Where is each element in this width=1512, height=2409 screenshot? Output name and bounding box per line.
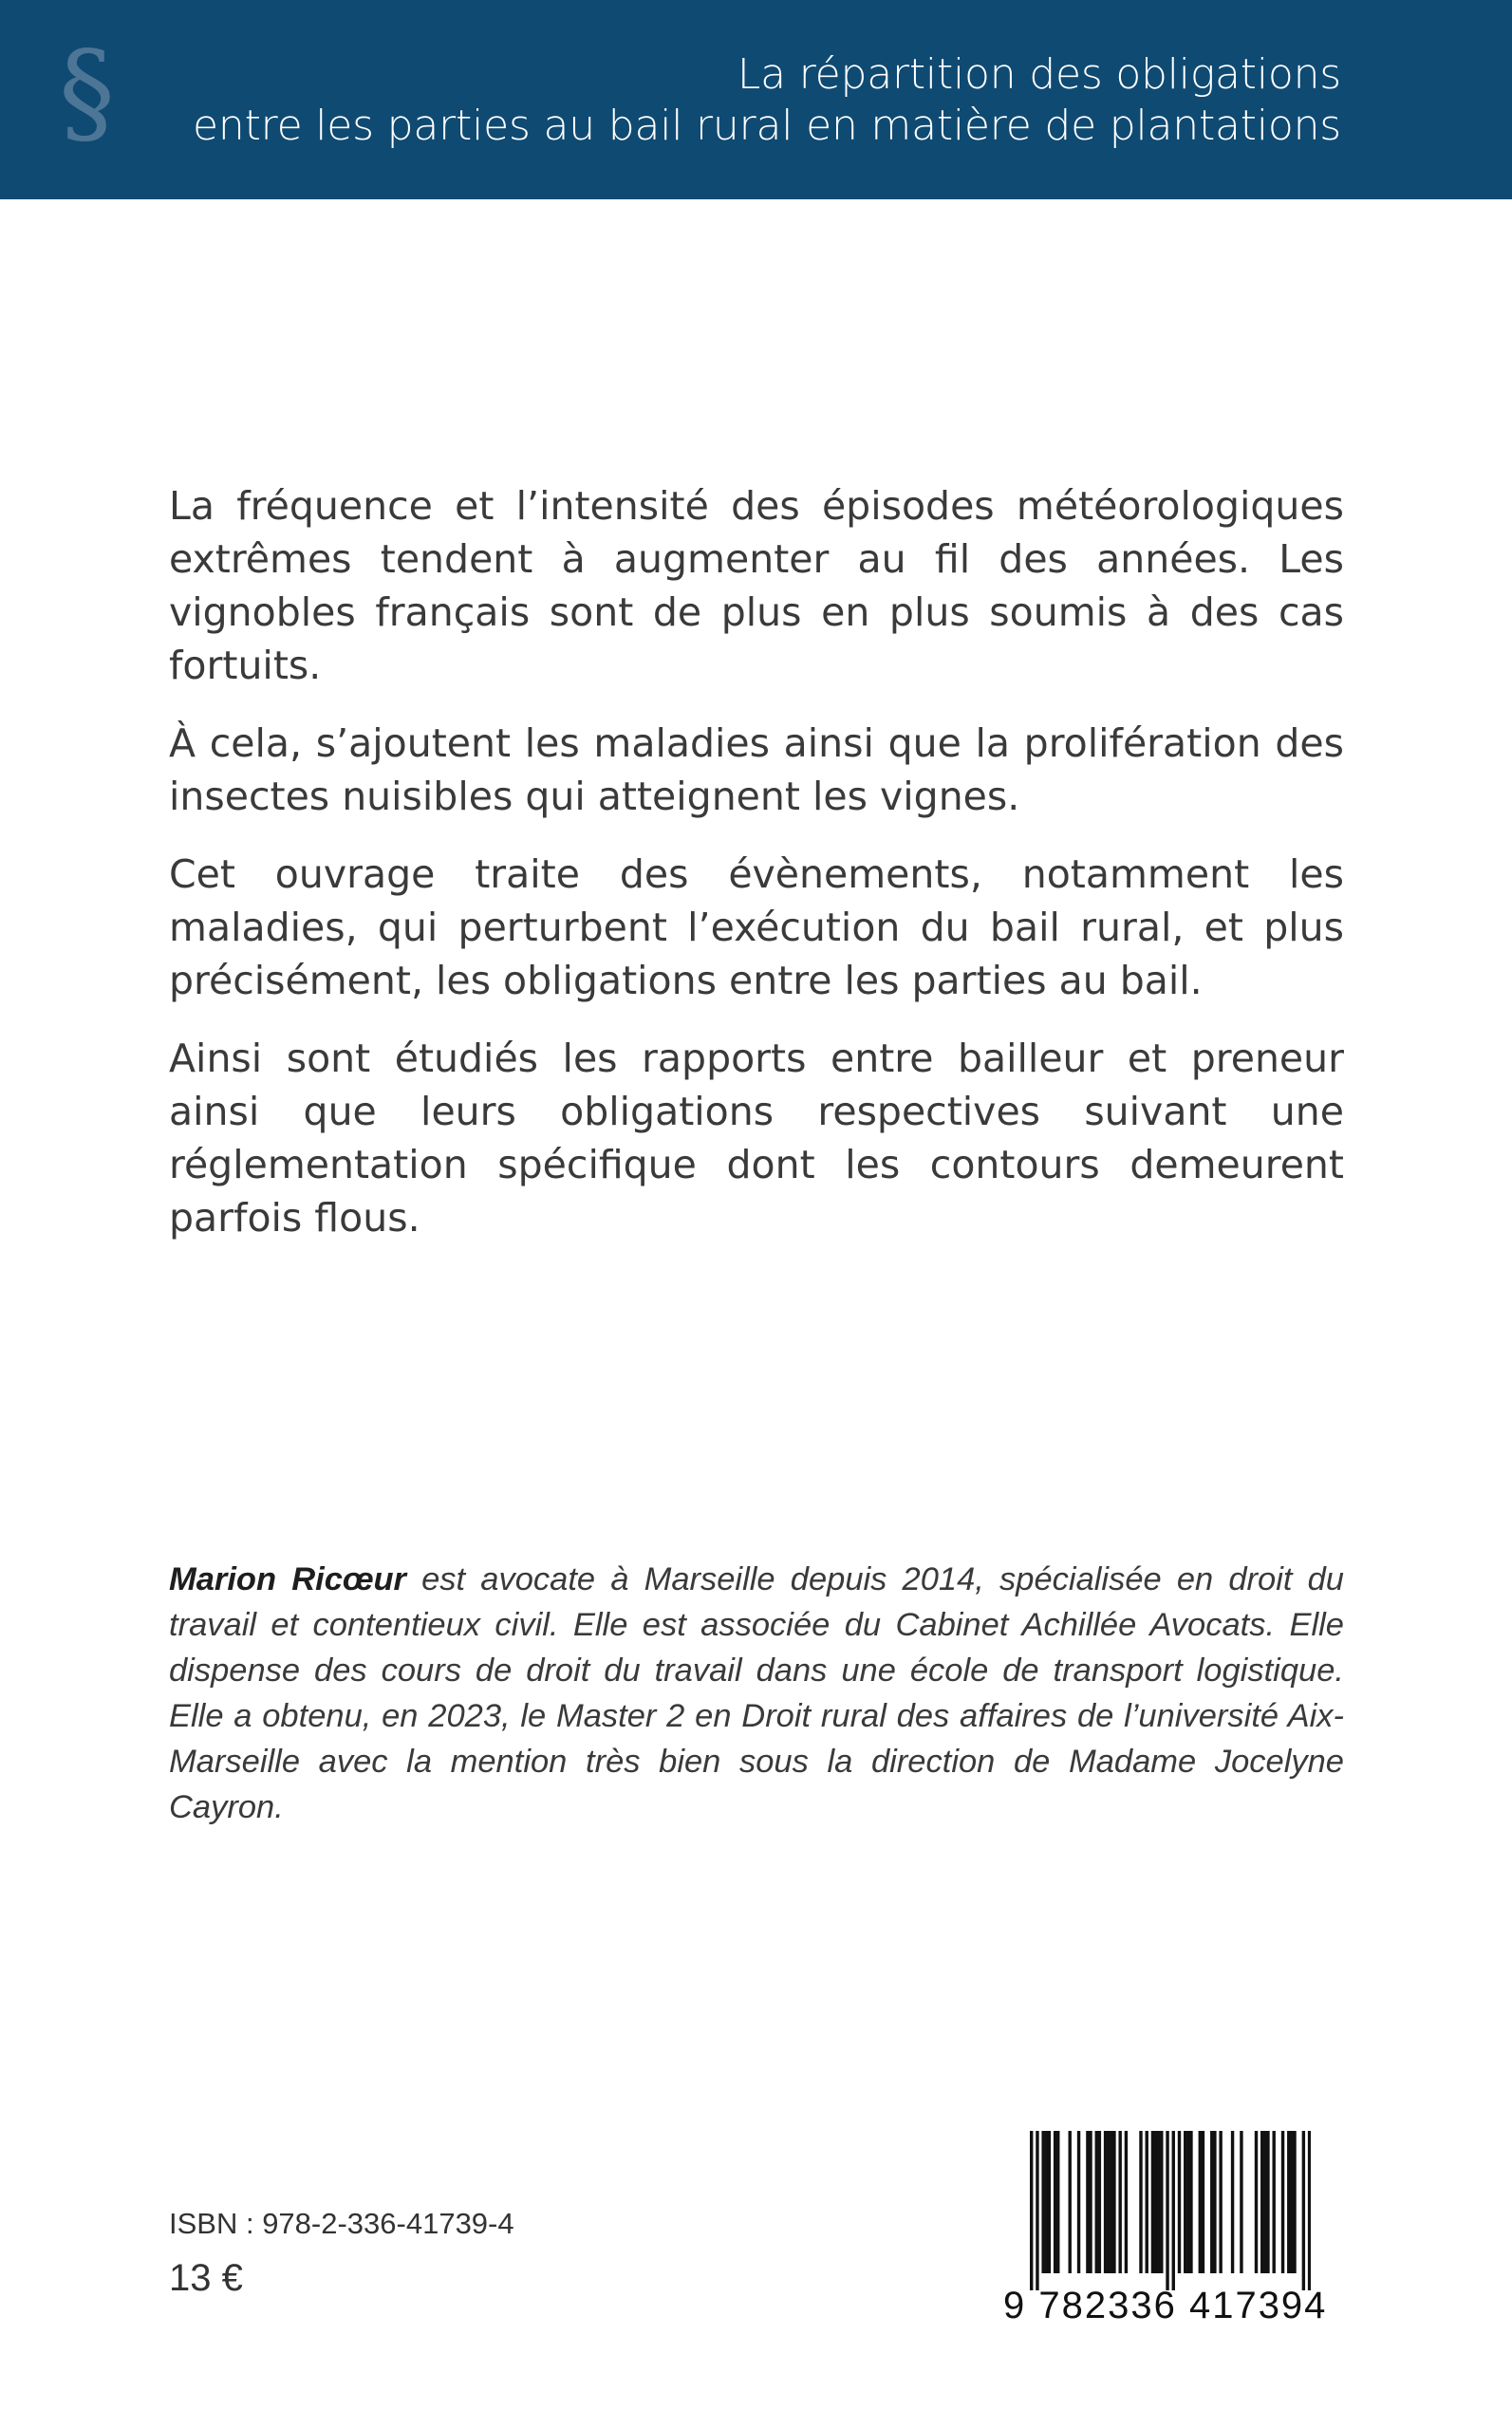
barcode-bar (1287, 2131, 1290, 2273)
summary-paragraph: À cela, s’ajoutent les maladies ainsi que la prolifération des insectes nuisibles qui atteignent les vignes. (169, 720, 1344, 819)
barcode-bar (1048, 2131, 1051, 2273)
barcode-bar (1125, 2131, 1128, 2273)
barcode-bar (1240, 2131, 1242, 2273)
barcode-bar (1172, 2131, 1175, 2290)
barcode-bar (1151, 2131, 1154, 2273)
barcode-bar (1219, 2131, 1222, 2273)
barcode-bar (1098, 2131, 1101, 2273)
barcode-bar (1260, 2131, 1263, 2273)
barcode-bar (1041, 2131, 1044, 2273)
barcode-bars (1030, 2131, 1311, 2290)
isbn-text: ISBN : 978-2-336-41739-4 (169, 2207, 514, 2240)
author-bio (169, 1557, 1344, 1830)
book-title (193, 49, 1341, 152)
barcode-bar (1104, 2131, 1107, 2273)
barcode-bar (1290, 2131, 1293, 2273)
barcode-bar (1184, 2131, 1186, 2273)
barcode-bar (1036, 2131, 1038, 2290)
barcode-bar (1089, 2131, 1092, 2273)
barcode (1003, 2123, 1335, 2334)
barcode-bar (1202, 2131, 1204, 2273)
barcode-bar (1056, 2131, 1059, 2273)
barcode-bar (1178, 2131, 1181, 2273)
book-title-line-2: entre les parties au bail rural en matière de plantations (193, 102, 1341, 150)
summary-paragraph: La fréquence et l’intensité des épisodes météorologiques extrêmes tendent à augmenter au fil des années. Les vignobles français sont de plus en plus soumis à des cas fortuits. (169, 483, 1344, 688)
barcode-bar (1186, 2131, 1189, 2273)
barcode-bar (1045, 2131, 1048, 2273)
barcode-bar (1069, 2131, 1072, 2273)
barcode-bar (1255, 2131, 1258, 2273)
barcode-bar (1146, 2131, 1148, 2273)
barcode-bar (1199, 2131, 1202, 2273)
barcode-bar (1160, 2131, 1163, 2273)
barcode-bar (1302, 2131, 1305, 2290)
author-bio-text: est avocate à Marseille depuis 2014, spécialisée en droit du travail et contentieux civil. Elle est associée du Cabinet Achillée Avocats. Elle dispense des cours de droit du travail dans une école de transport logistique. Elle a obtenu, en 2023, le Master 2 en Droit rural des affaires de l’université Aix-Marseille avec la mention très bien sous la direction de Madame Jocelyne Cayron. (169, 1561, 1344, 1825)
barcode-bar (1293, 2131, 1296, 2273)
barcode-bar (1086, 2131, 1089, 2273)
barcode-bar (1231, 2131, 1234, 2273)
price-text: 13 € (169, 2257, 243, 2299)
barcode-bar (1118, 2131, 1121, 2273)
barcode-bar (1210, 2131, 1213, 2273)
summary-paragraph: Ainsi sont étudiés les rapports entre bailleur et preneur ainsi que leurs obligations respectives suivant une réglementation spécifique dont les contours demeurent parfois flous. (169, 1036, 1344, 1241)
summary-paragraph: Cet ouvrage traite des évènements, notamment les maladies, qui perturbent l’exécution du bail rural, et plus précisément, les obligations entre les parties au bail. (169, 851, 1344, 1003)
barcode-bar (1095, 2131, 1098, 2273)
barcode-bar (1139, 2131, 1142, 2273)
barcode-bar (1281, 2131, 1284, 2273)
barcode-bar (1077, 2131, 1080, 2273)
barcode-bar (1157, 2131, 1160, 2273)
barcode-bar (1110, 2131, 1112, 2273)
barcode-bar (1030, 2131, 1033, 2290)
barcode-bar (1189, 2131, 1192, 2273)
barcode-digits: 9 782336 417394 (1003, 2285, 1328, 2326)
barcode-bar (1266, 2131, 1269, 2273)
barcode-bar (1154, 2131, 1157, 2273)
barcode-bar (1112, 2131, 1115, 2273)
header-banner (0, 0, 1512, 199)
book-title-line-1: La répartition des obligations (737, 50, 1341, 99)
summary-text (169, 479, 1344, 1269)
barcode-bar (1308, 2131, 1311, 2290)
barcode-bar (1166, 2131, 1168, 2290)
barcode-bar (1054, 2131, 1056, 2273)
barcode-bar (1272, 2131, 1275, 2273)
author-name: Marion Ricœur (169, 1561, 406, 1597)
section-sign-icon: § (59, 27, 115, 158)
barcode-bar (1213, 2131, 1216, 2273)
barcode-bar (1107, 2131, 1110, 2273)
barcode-bar (1263, 2131, 1266, 2273)
